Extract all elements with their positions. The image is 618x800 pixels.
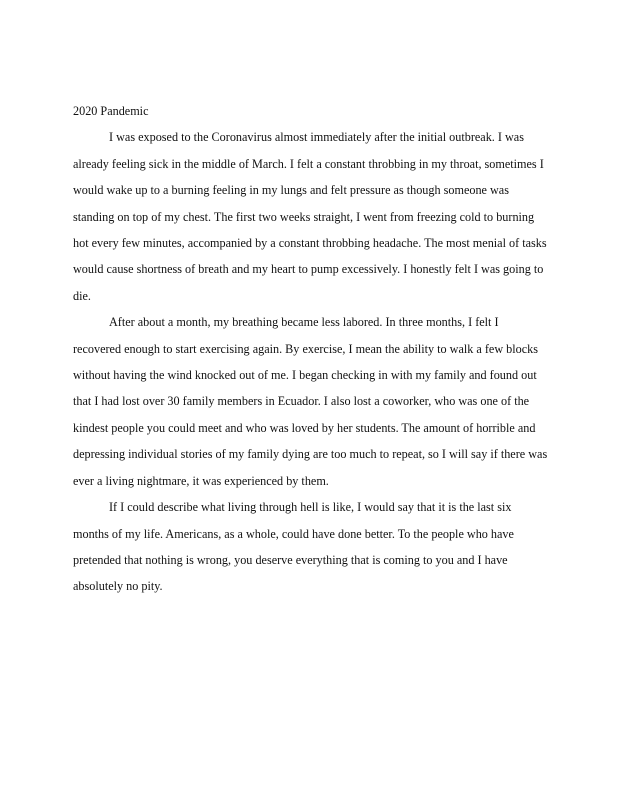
paragraph-line: pretended that nothing is wrong, you deserve everything that is coming to you and I have [73, 552, 508, 567]
paragraph-2 [73, 309, 553, 494]
paragraph-line: If I could describe what living through hell is like, I would say that it is the last six [109, 500, 512, 515]
paragraph-line: months of my life. Americans, as a whole, could have done better. To the people who have [73, 526, 514, 541]
paragraph-3 [73, 494, 553, 600]
paragraph-line: depressing individual stories of my family dying are too much to repeat, so I will say if there was [73, 447, 548, 462]
paragraph-line: that I had lost over 30 family members in Ecuador. I also lost a coworker, who was one of the [73, 394, 530, 409]
paragraph-line: ever a living nightmare, it was experienced by them. [73, 473, 329, 488]
paragraph-line: would wake up to a burning feeling in my lungs and felt pressure as though someone was [73, 183, 509, 198]
paragraph-line: recovered enough to start exercising again. By exercise, I mean the ability to walk a few blocks [73, 341, 538, 356]
paragraph-line: without having the wind knocked out of me. I began checking in with my family and found out [73, 368, 537, 383]
paragraph-line: I was exposed to the Coronavirus almost immediately after the initial outbreak. I was [109, 130, 524, 145]
paragraph-line: absolutely no pity. [73, 579, 163, 594]
paragraph-line: standing on top of my chest. The first two weeks straight, I went from freezing cold to burning [73, 209, 535, 224]
paragraph-1 [73, 124, 553, 309]
paragraph-line: After about a month, my breathing became less labored. In three months, I felt I [109, 315, 499, 330]
document-title: 2020 Pandemic [73, 104, 149, 118]
paragraph-line: die. [73, 288, 91, 303]
document-body [73, 98, 553, 600]
paragraph-line: already feeling sick in the middle of March. I felt a constant throbbing in my throat, sometimes I [73, 156, 544, 171]
paragraph-line: hot every few minutes, accompanied by a constant throbbing headache. The most menial of tasks [73, 236, 547, 251]
paragraph-line: would cause shortness of breath and my heart to pump excessively. I honestly felt I was going to [73, 262, 544, 277]
paragraph-line: kindest people you could meet and who was loved by her students. The amount of horrible and [73, 420, 536, 435]
